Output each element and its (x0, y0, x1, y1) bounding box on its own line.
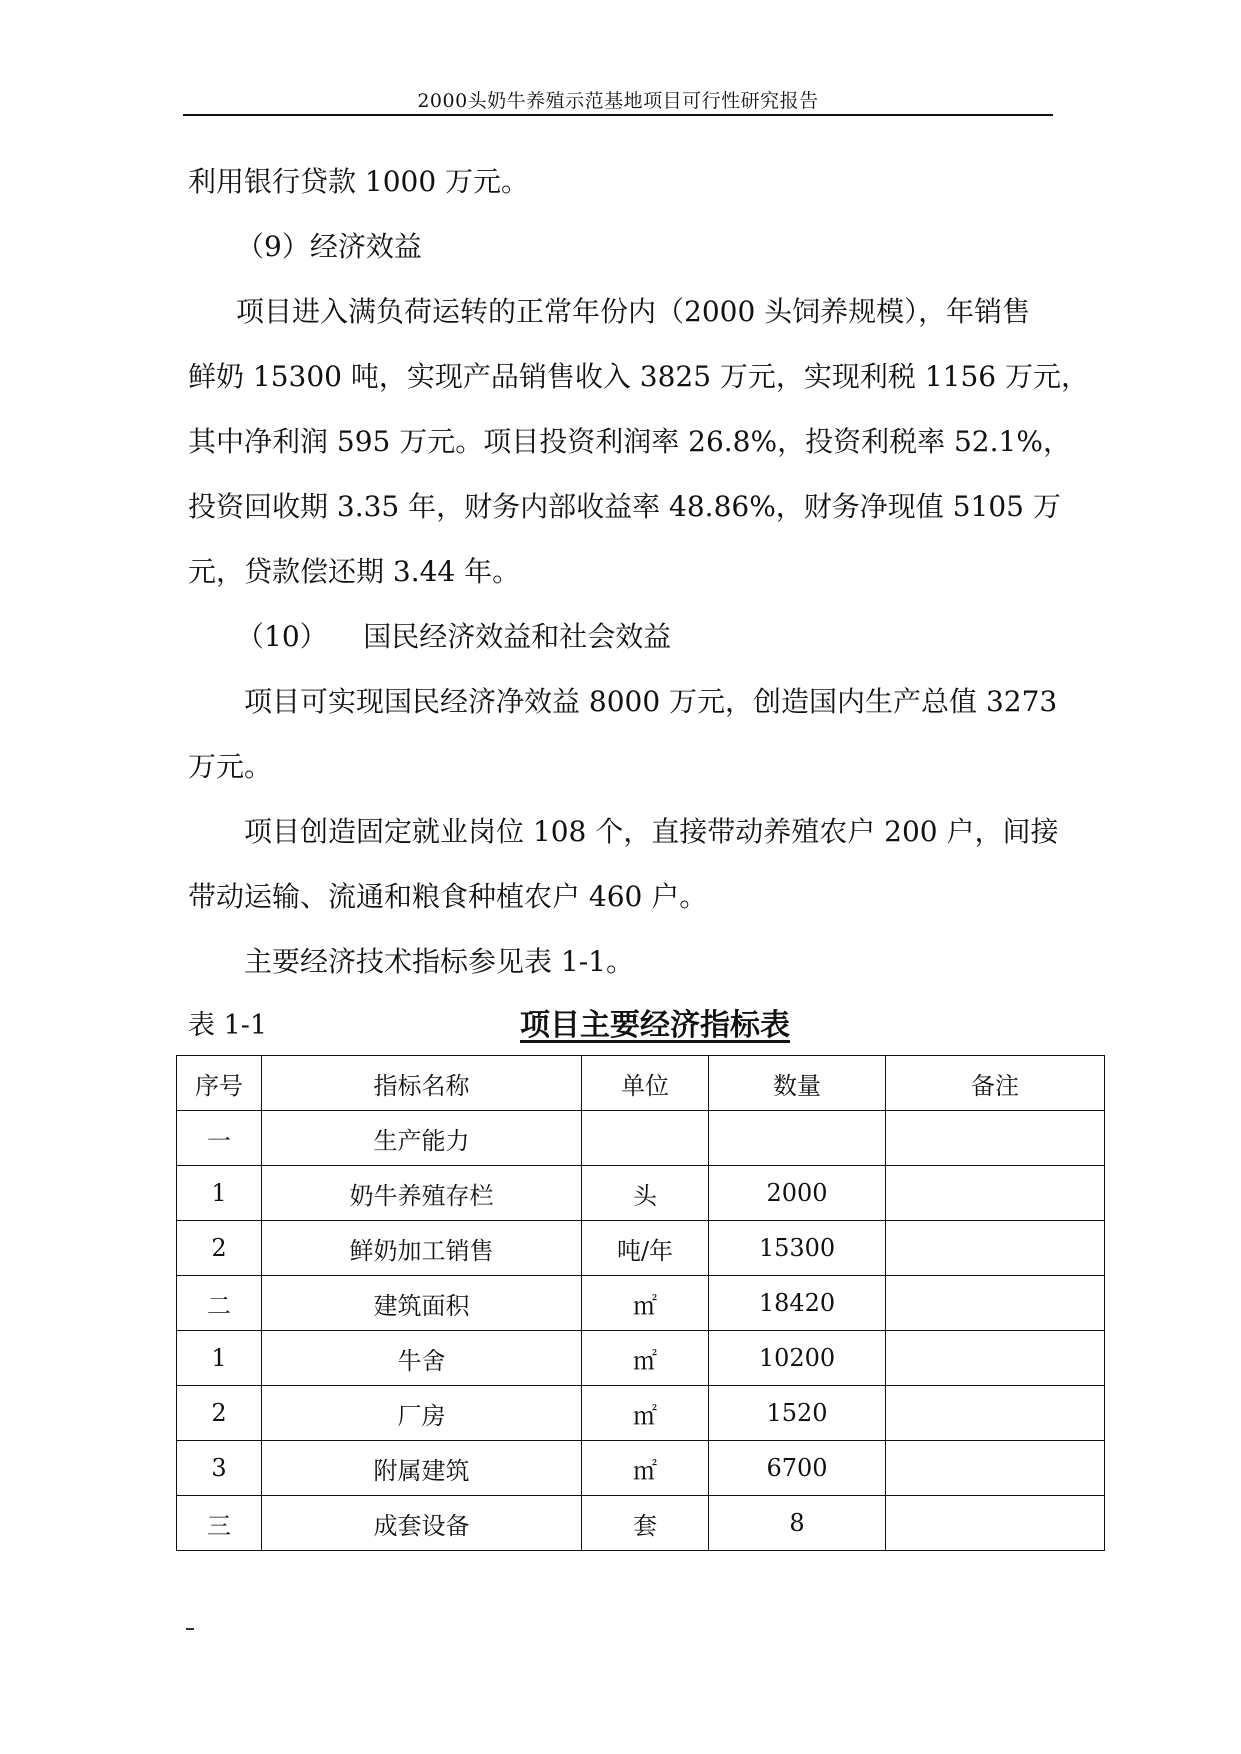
cell-unit: ㎡ (582, 1331, 709, 1386)
cell-no: 1 (177, 1331, 262, 1386)
cell-unit: 套 (582, 1496, 709, 1551)
cell-note (886, 1331, 1105, 1386)
header-qty: 数量 (709, 1056, 886, 1111)
cell-no: 3 (177, 1441, 262, 1496)
footer-dash-mark (186, 1628, 194, 1630)
cell-no: 2 (177, 1386, 262, 1441)
table-row (177, 1221, 1105, 1276)
cell-name: 鲜奶加工销售 (262, 1221, 582, 1276)
header-no: 序号 (177, 1056, 262, 1111)
paragraph-national-benefit-line-2: 万元。 (188, 750, 273, 783)
cell-note (886, 1276, 1105, 1331)
cell-note (886, 1221, 1105, 1276)
cell-qty: 10200 (709, 1331, 886, 1386)
cell-note (886, 1111, 1105, 1166)
paragraph-economic-line-2: 鲜奶 15300 吨，实现产品销售收入 3825 万元，实现利税 1156 万元， (188, 360, 1089, 393)
section-heading-economic-benefit: （9）经济效益 (236, 230, 422, 263)
cell-no: 二 (177, 1276, 262, 1331)
table-row (177, 1441, 1105, 1496)
cell-qty: 6700 (709, 1441, 886, 1496)
paragraph-economic-line-1: 项目进入满负荷运转的正常年份内（2000 头饲养规模），年销售 (236, 295, 1031, 328)
cell-qty: 8 (709, 1496, 886, 1551)
economic-indicators-table (176, 1055, 1105, 1551)
cell-qty: 18420 (709, 1276, 886, 1331)
cell-name: 生产能力 (262, 1111, 582, 1166)
cell-qty: 15300 (709, 1221, 886, 1276)
paragraph-employment-line-2: 带动运输、流通和粮食种植农户 460 户。 (188, 880, 708, 913)
cell-name: 附属建筑 (262, 1441, 582, 1496)
paragraph-economic-line-3: 其中净利润 595 万元。项目投资利润率 26.8%，投资利税率 52.1%， (188, 425, 1071, 458)
cell-name: 厂房 (262, 1386, 582, 1441)
cell-qty: 2000 (709, 1166, 886, 1221)
paragraph-loan: 利用银行贷款 1000 万元。 (188, 165, 530, 198)
table-row (177, 1386, 1105, 1441)
paragraph-economic-line-4: 投资回收期 3.35 年，财务内部收益率 48.86%，财务净现值 5105 万 (188, 490, 1061, 523)
cell-unit: ㎡ (582, 1441, 709, 1496)
cell-qty: 1520 (709, 1386, 886, 1441)
cell-qty (709, 1111, 886, 1166)
paragraph-table-reference: 主要经济技术指标参见表 1-1。 (244, 945, 634, 978)
cell-name: 建筑面积 (262, 1276, 582, 1331)
cell-unit: 吨/年 (582, 1221, 709, 1276)
cell-note (886, 1166, 1105, 1221)
table-row (177, 1166, 1105, 1221)
cell-unit (582, 1111, 709, 1166)
cell-no: 一 (177, 1111, 262, 1166)
header-name: 指标名称 (262, 1056, 582, 1111)
header-divider (183, 114, 1053, 116)
cell-no: 三 (177, 1496, 262, 1551)
paragraph-national-benefit-line-1: 项目可实现国民经济净效益 8000 万元，创造国内生产总值 3273 (244, 685, 1058, 718)
header-unit: 单位 (582, 1056, 709, 1111)
table-label: 表 1-1 (188, 1010, 268, 1041)
table-title: 项目主要经济指标表 (520, 1008, 790, 1043)
cell-name: 奶牛养殖存栏 (262, 1166, 582, 1221)
cell-name: 成套设备 (262, 1496, 582, 1551)
header-note: 备注 (886, 1056, 1105, 1111)
cell-unit: ㎡ (582, 1276, 709, 1331)
cell-name: 牛舍 (262, 1331, 582, 1386)
paragraph-employment-line-1: 项目创造固定就业岗位 108 个，直接带动养殖农户 200 户，间接 (244, 815, 1059, 848)
table-row (177, 1496, 1105, 1551)
cell-no: 1 (177, 1166, 262, 1221)
page-header-title: 2000头奶牛养殖示范基地项目可行性研究报告 (417, 90, 819, 112)
table-row (177, 1276, 1105, 1331)
table-row (177, 1331, 1105, 1386)
cell-unit: 头 (582, 1166, 709, 1221)
section-heading-social-benefit: （10） 国民经济效益和社会效益 (236, 620, 672, 653)
cell-no: 2 (177, 1221, 262, 1276)
table-header-row (177, 1056, 1105, 1111)
cell-note (886, 1441, 1105, 1496)
paragraph-economic-line-5: 元，贷款偿还期 3.44 年。 (188, 555, 521, 588)
cell-note (886, 1496, 1105, 1551)
cell-note (886, 1386, 1105, 1441)
cell-unit: ㎡ (582, 1386, 709, 1441)
table-row (177, 1111, 1105, 1166)
